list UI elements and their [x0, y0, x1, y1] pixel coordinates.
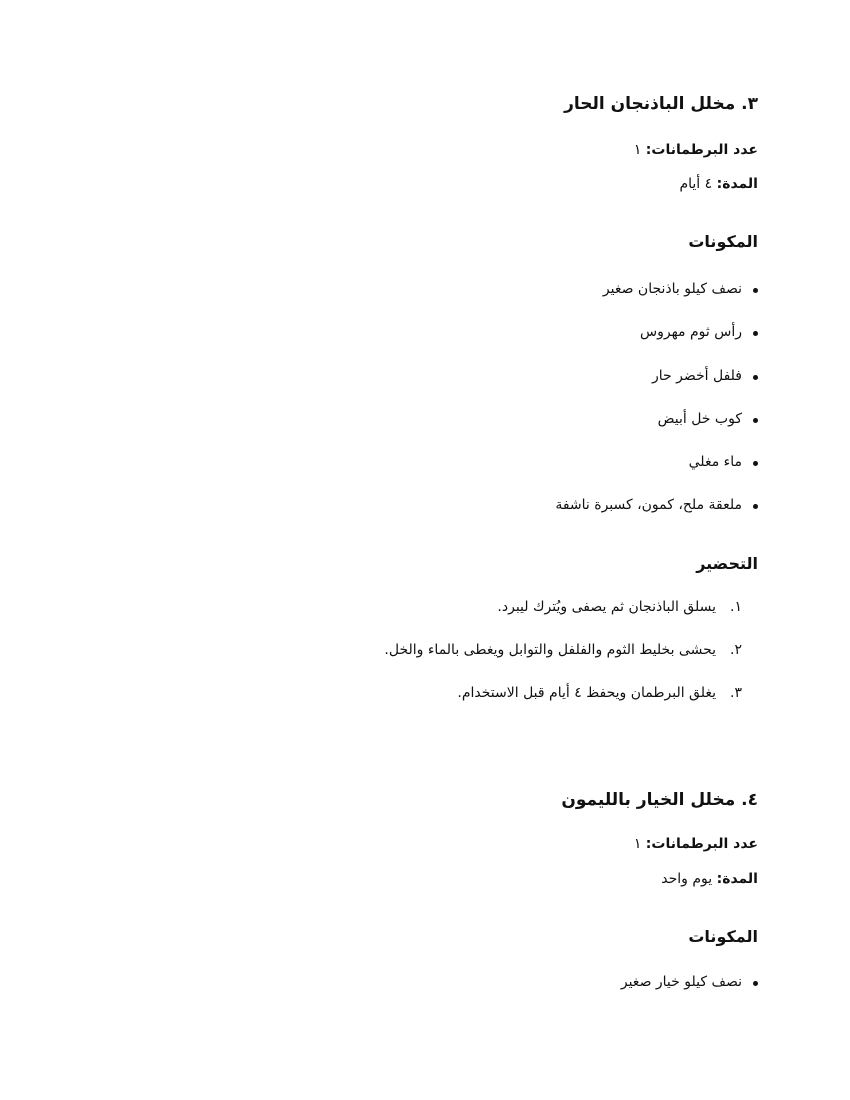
jars-value: ١ [633, 836, 642, 852]
prep-step [497, 599, 742, 615]
bullet-icon [753, 288, 758, 293]
list-item-text: ملعقة ملح، كمون، كسبرة ناشفة [555, 497, 742, 513]
prep-step [457, 685, 742, 701]
list-item-text: نصف كيلو باذنجان صغير [602, 281, 742, 297]
bullet-icon [753, 461, 758, 466]
step-text: يغلق البرطمان ويحفظ ٤ أيام قبل الاستخدام. [457, 685, 717, 701]
list-item-text: كوب خل أبيض [657, 411, 742, 427]
step-text: يحشى بخليط الثوم والفلفل والتوابل ويغطى بالماء والخل. [384, 642, 717, 658]
bullet-icon [753, 981, 758, 986]
list-item [652, 368, 742, 384]
recipe-3-prep-heading: التحضير [696, 554, 758, 573]
step-text: يسلق الباذنجان ثم يصفى ويُترك ليبرد. [497, 599, 717, 615]
list-item-text: فلفل أخضر حار [651, 368, 742, 384]
duration-label: المدة: [716, 176, 758, 192]
duration-value: ٤ أيام [679, 176, 713, 192]
duration-value: يوم واحد [661, 871, 713, 887]
list-item [555, 497, 742, 513]
step-number: ٢. [730, 642, 742, 658]
recipe-3-jars [634, 142, 758, 158]
list-item [603, 281, 742, 297]
list-item-text: نصف كيلو خيار صغير [620, 974, 742, 990]
list-item-text: ماء مغلي [688, 454, 742, 470]
jars-label: عدد البرطمانات: [645, 142, 758, 158]
recipe-3-duration [679, 176, 758, 192]
list-item [689, 454, 742, 470]
duration-label: المدة: [716, 871, 758, 887]
recipe-4-duration [661, 871, 758, 887]
bullet-icon [753, 504, 758, 509]
recipe-3-title: ٣. مخلل الباذنجان الحار [564, 94, 758, 114]
bullet-icon [753, 331, 758, 336]
list-item [621, 974, 742, 990]
recipe-3-ingredients-heading: المكونات [688, 232, 758, 251]
list-item [640, 324, 742, 340]
jars-label: عدد البرطمانات: [645, 836, 758, 852]
jars-value: ١ [633, 142, 642, 158]
bullet-icon [753, 375, 758, 380]
list-item-text: رأس ثوم مهروس [640, 324, 742, 340]
recipe-4-jars [634, 836, 758, 852]
list-item [658, 411, 742, 427]
prep-step [384, 642, 742, 658]
recipe-4-ingredients-heading: المكونات [688, 927, 758, 946]
bullet-icon [753, 418, 758, 423]
step-number: ٣. [730, 685, 742, 701]
recipe-4-title: ٤. مخلل الخيار بالليمون [561, 790, 758, 810]
step-number: ١. [730, 599, 742, 615]
